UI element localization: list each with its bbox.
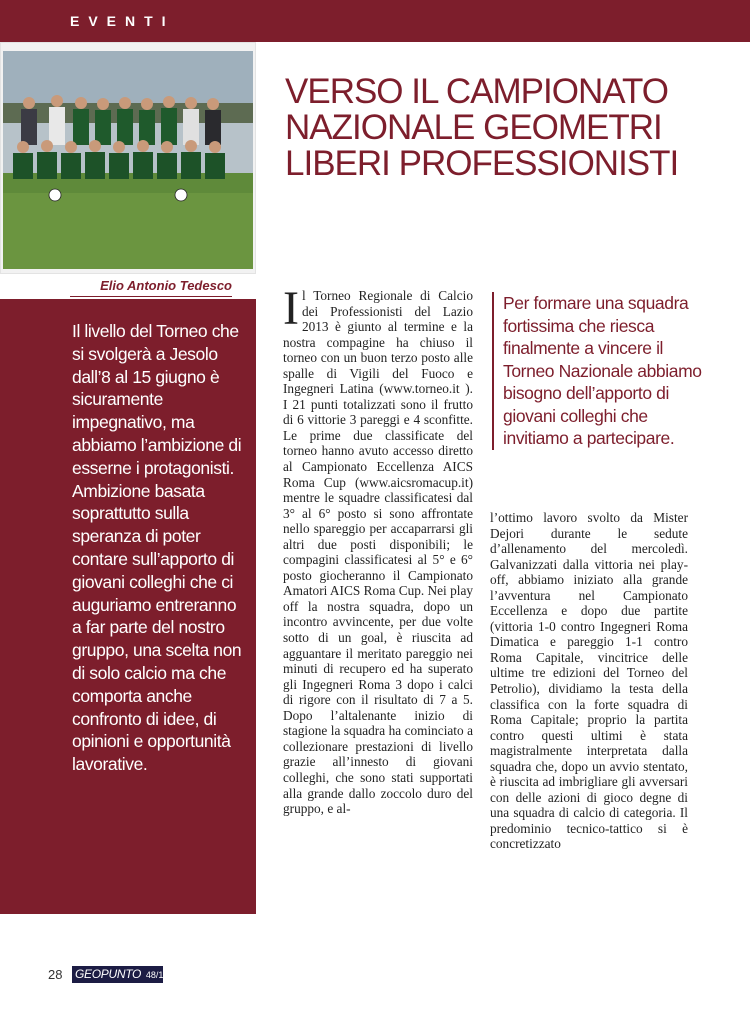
pull-quote-text: Per formare una squadra fortissima che riesca finalmente a vincere il Torneo Nazionale abbiamo bisogno dell’apporto di giovani colleghi che invitiamo a partecipare. — [503, 293, 702, 448]
dropcap: I — [283, 282, 299, 335]
body-column-2 — [490, 510, 688, 852]
title-line: NAZIONALE GEOMETRI — [285, 108, 662, 147]
team-photo — [0, 42, 256, 274]
pull-quote — [492, 292, 707, 450]
page-number: 28 — [48, 967, 63, 982]
title-line: VERSO IL CAMPIONATO — [285, 72, 668, 111]
body-column-1 — [283, 282, 473, 817]
body-text: l Torneo Regionale di Calcio dei Professionisti del Lazio 2013 è giunto al termine e la nostra compagine ha chiuso il torneo con un buon terzo posto alle spalle di Vigili del Fuoco e Ingegneri Latina (www.torneo.it ). I 21 punti totalizzati sono il frutto di 6 vittorie 3 pareggi e 4 sconfitte. Le prime due classificate del torneo hanno avuto accesso diretto al Campionato Eccellenza AICS Roma Cup (www.aicsromacup.it) mentre le squadre classificatesi dal 3° al 6° posto si sono affrontate nello spareggio per accaparrarsi gli altri due posti disponibili; le compagini classificatesi al 5° e 6° posto giocheranno il Campionato Amatori AICS Roma Cup. Nei play off la nostra squadra, dopo un incontro avvincente, per due volte sotto di un goal, è riuscita ad agguantare il meritato pareggio nei minuti di recupero ed ha superato gli Ingegneri Roma 3 dopo i calci di rigore con il risultato di 7 a 5. Dopo l’altalenante inizio di stagione la squadra ha cominciato a collezionare prestazioni di livello grazie all’innesto di giovani colleghi, che sono stati supportati alla grande dallo zoccolo duro del gruppo, e al- — [283, 288, 473, 817]
byline-box — [0, 274, 256, 299]
intro-text: Il livello del Torneo che si svolgerà a Jesolo dall’8 al 15 giugno è sicuramente impegnativo, ma abbiamo l’ambizione di esserne i protagonisti. Ambizione basata soprattutto sulla speranza di poter contare sull’apporto di giovani colleghi che ci auguriamo entreranno a far parte del nostro gruppo, una scelta non di solo calcio ma che comporta anche confronto di idee, di opinioni e opportunità lavorative. — [72, 321, 242, 775]
byline-divider — [70, 296, 232, 297]
body-text: l’ottimo lavoro svolto da Mister Dejori durante le sedute d’allenamento del mercoledì. Galvanizzati dalla vittoria nei play-off, abbiamo iniziato alla grande l’avventura nel Campionato Eccellenza e dopo due partite (vittoria 1-0 contro Ingegneri Roma Dimatica e pareggio 1-1 contro Roma Capitale, vincitrice delle ultime tre edizioni del Torneo del Petrolio), dividiamo la testa della classifica con la forte squadra di Roma Capitale; proprio la partita contro questi ultimi è stata magistralmente interpretata dalla squadra che, dopo un avvio stentato, è riuscita ad imbrigliare gli avversari con delle azioni di gioco degne di una squadra di calcio di categoria. Il predominio tecnico-tattico si è concretizzato — [490, 510, 688, 852]
team-photo-illustration — [1, 43, 255, 273]
issue-number: 48/13 — [145, 970, 169, 980]
author-name: Elio Antonio Tedesco — [100, 278, 232, 293]
magazine-logo — [72, 966, 169, 983]
section-label: EVENTI — [70, 13, 175, 29]
magazine-name: GEOPUNTO — [75, 967, 142, 981]
article-title — [285, 74, 735, 182]
title-line: LIBERI PROFESSIONISTI — [285, 144, 679, 183]
section-header-bar — [0, 0, 750, 42]
